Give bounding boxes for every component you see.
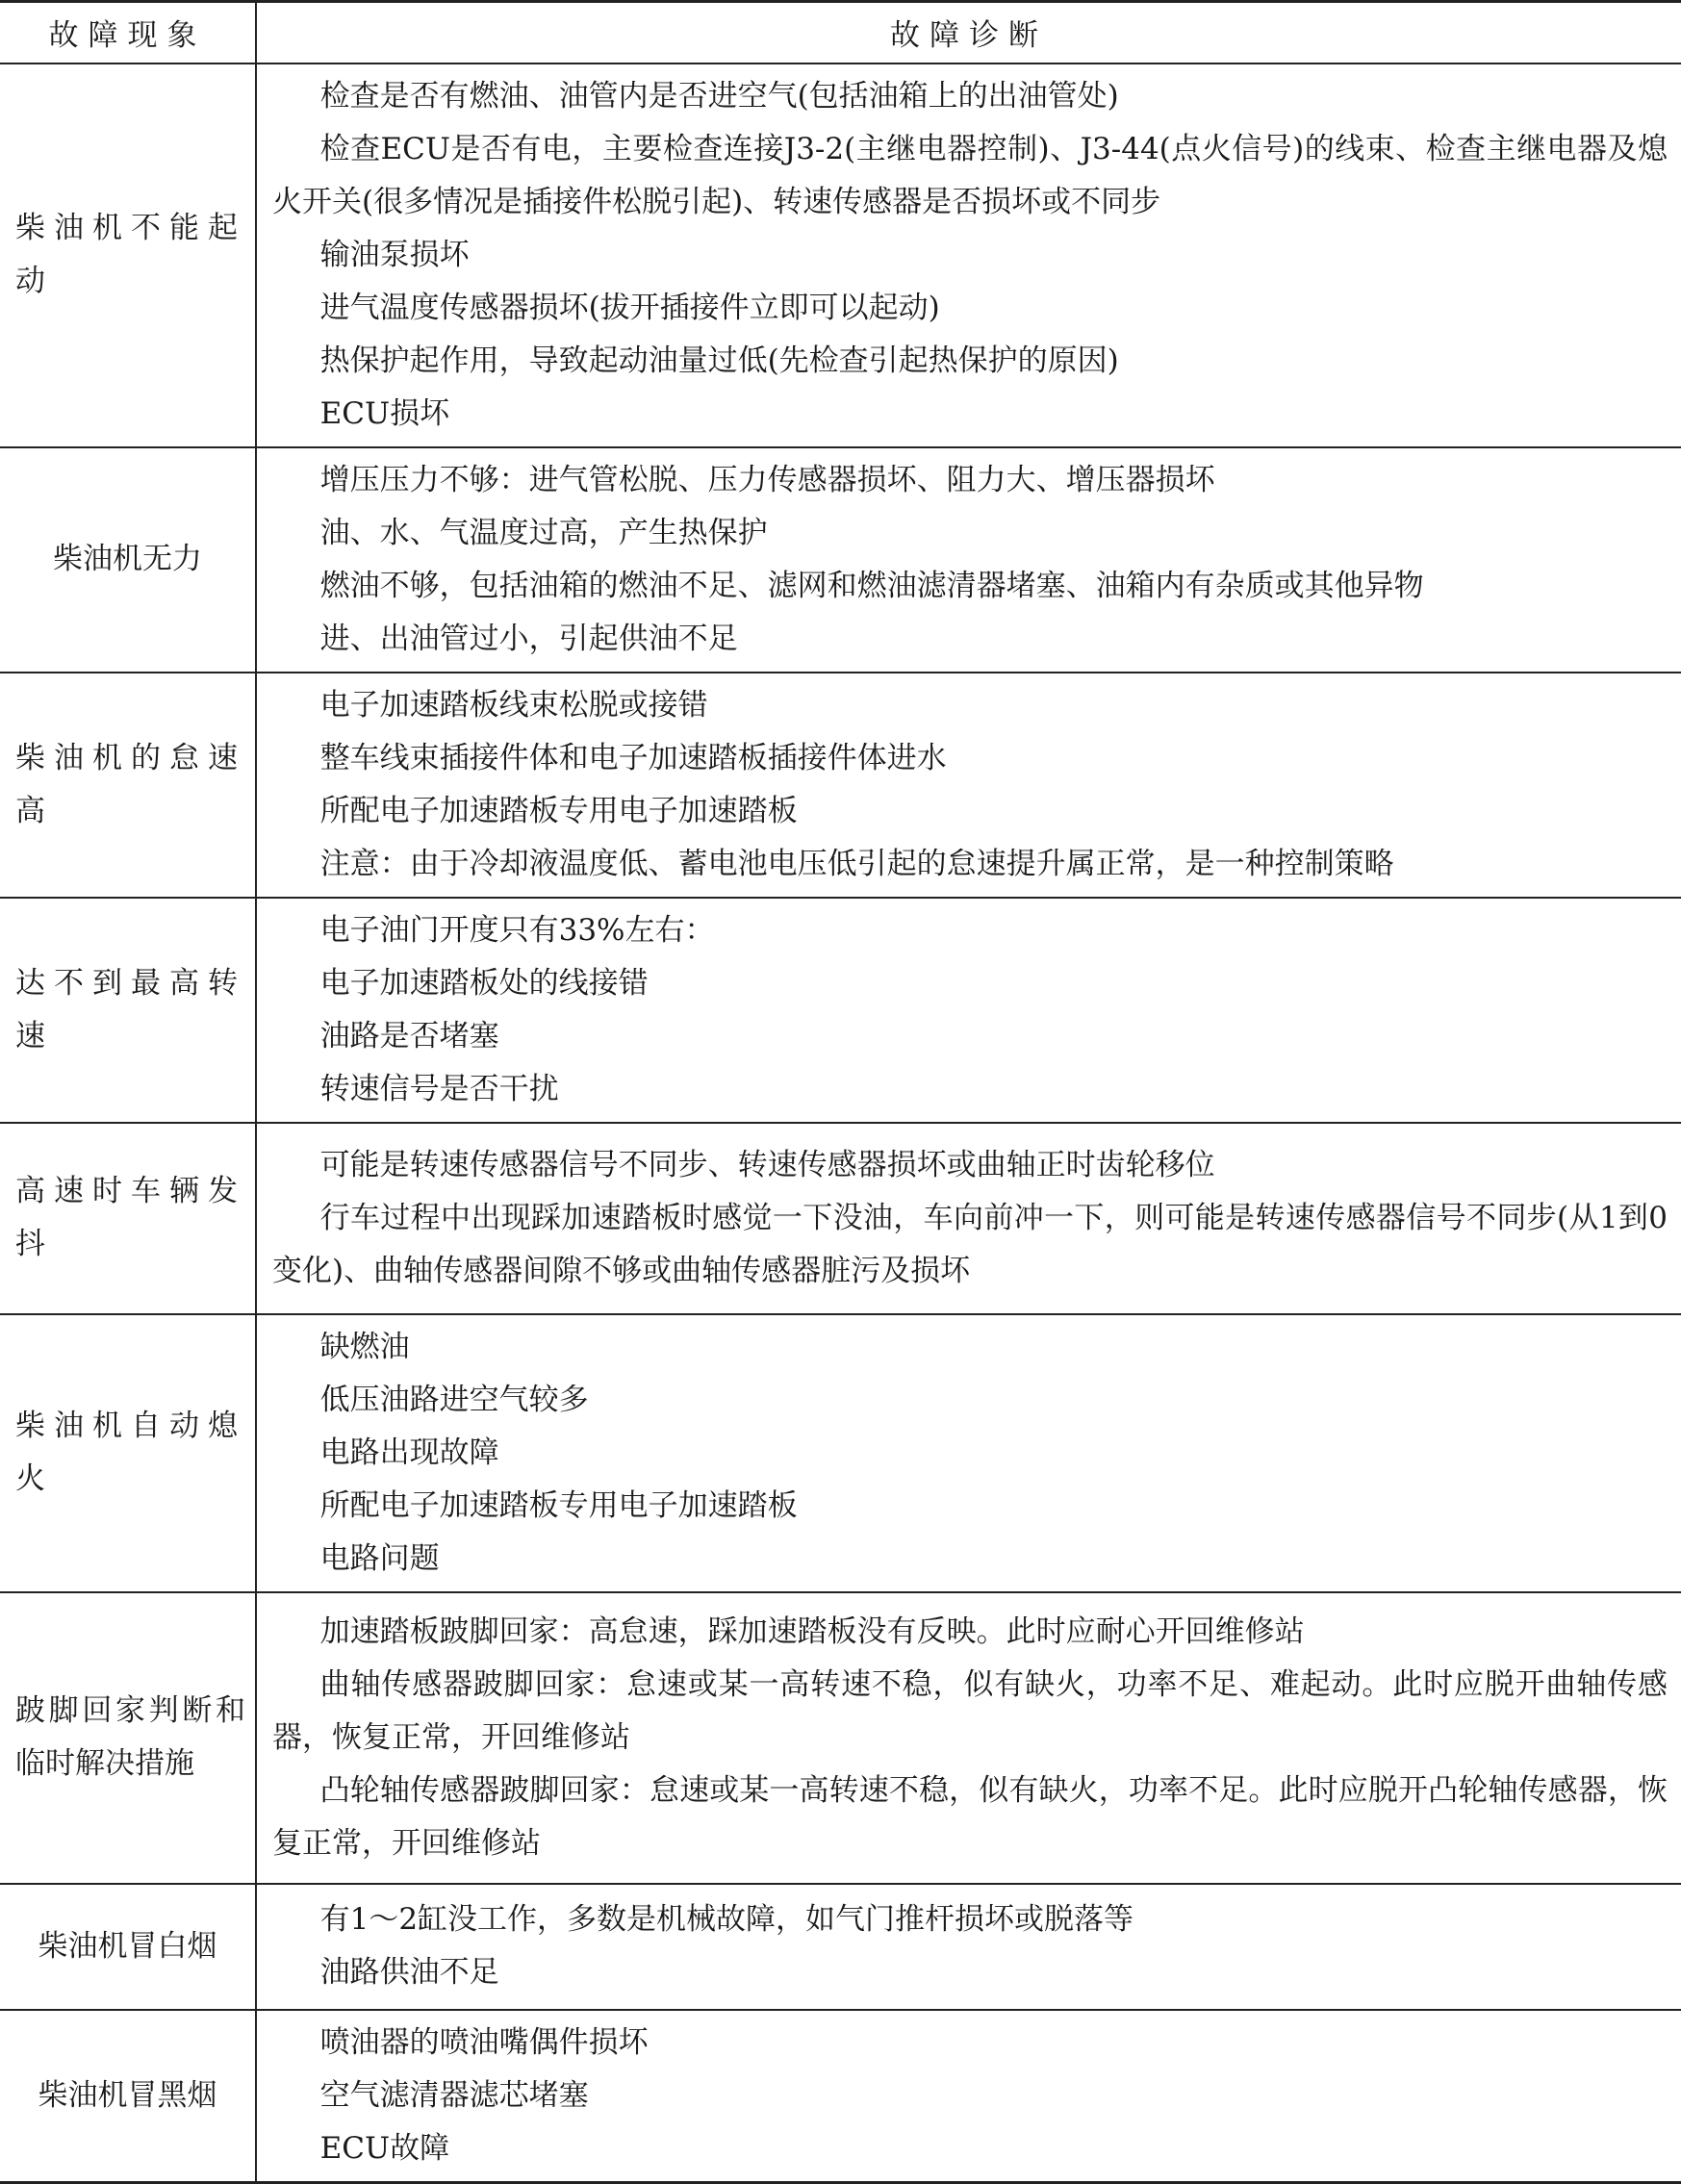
diagnosis-item: 电子加速踏板线束松脱或接错 bbox=[319, 687, 708, 723]
diagnosis-item: 油路是否堵塞 bbox=[319, 1018, 499, 1054]
diagnosis-item: 燃油不够，包括油箱的燃油不足、滤网和燃油滤清器堵塞、油箱内有杂质或其他异物 bbox=[319, 568, 1424, 603]
symptom-cell bbox=[0, 1592, 256, 1884]
diagnosis-item: 凸轮轴传感器跛脚回家：怠速或某一高转速不稳，似有缺火，功率不足。此时应脱开凸轮轴传感器，恢复正常，开回维修站 bbox=[272, 1772, 1668, 1861]
symptom-cell bbox=[0, 447, 256, 673]
symptom-cell bbox=[0, 898, 256, 1123]
diagnosis-item: 行车过程中出现踩加速踏板时感觉一下没油，车向前冲一下，则可能是转速传感器信号不同步(从1到0变化)、曲轴传感器间隙不够或曲轴传感器脏污及损坏 bbox=[272, 1200, 1668, 1288]
diagnosis-cell bbox=[256, 1123, 1681, 1314]
symptom-cell bbox=[0, 673, 256, 898]
diagnosis-item: 进、出油管过小，引起供油不足 bbox=[319, 621, 738, 656]
diagnosis-list bbox=[257, 673, 1681, 897]
diagnosis-item: 电子油门开度只有33%左右： bbox=[319, 912, 715, 948]
diagnosis-item: 电子加速踏板处的线接错 bbox=[319, 965, 649, 1001]
table-row bbox=[0, 447, 1681, 673]
diagnosis-list bbox=[257, 64, 1681, 446]
diagnosis-item: 低压油路进空气较多 bbox=[319, 1382, 589, 1417]
diagnosis-item: 所配电子加速踏板专用电子加速踏板 bbox=[319, 1487, 798, 1523]
diagnosis-item: 转速信号是否干扰 bbox=[319, 1071, 559, 1106]
table-row bbox=[0, 2010, 1681, 2183]
diagnosis-item: 加速踏板跛脚回家：高怠速，踩加速踏板没有反映。此时应耐心开回维修站 bbox=[319, 1613, 1305, 1649]
diagnosis-item: 增压压力不够：进气管松脱、压力传感器损坏、阻力大、增压器损坏 bbox=[319, 462, 1215, 497]
diagnosis-item: 所配电子加速踏板专用电子加速踏板 bbox=[319, 793, 798, 828]
diagnosis-cell bbox=[256, 1314, 1681, 1592]
diagnosis-list bbox=[257, 2011, 1681, 2181]
diagnosis-list bbox=[257, 1315, 1681, 1591]
symptom-text: 柴油机的怠速高 bbox=[15, 740, 245, 828]
symptom-cell bbox=[0, 1884, 256, 2010]
symptom-cell bbox=[0, 2010, 256, 2183]
table-header-row bbox=[0, 2, 1681, 63]
diagnosis-item: 喷油器的喷油嘴偶件损坏 bbox=[319, 2024, 649, 2060]
table-row bbox=[0, 1592, 1681, 1884]
diagnosis-item: 进气温度传感器损坏(拔开插接件立即可以起动) bbox=[319, 290, 940, 325]
header-diagnosis: 故障诊断 bbox=[890, 18, 1048, 54]
symptom-text: 达不到最高转速 bbox=[15, 965, 245, 1054]
diagnosis-cell bbox=[256, 2010, 1681, 2183]
symptom-cell bbox=[0, 1123, 256, 1314]
diagnosis-item: 缺燃油 bbox=[319, 1329, 410, 1364]
symptom-text: 柴油机冒白烟 bbox=[38, 1928, 217, 1964]
diagnosis-item: ECU故障 bbox=[319, 2130, 450, 2166]
diagnosis-item: 曲轴传感器跛脚回家：怠速或某一高转速不稳，似有缺火，功率不足、难起动。此时应脱开曲轴传感器，恢复正常，开回维修站 bbox=[272, 1666, 1668, 1755]
diagnosis-item: 油、水、气温度过高，产生热保护 bbox=[319, 515, 768, 550]
diagnosis-cell bbox=[256, 447, 1681, 673]
symptom-text: 跛脚回家判断和临时解决措施 bbox=[15, 1693, 245, 1781]
table-row bbox=[0, 1123, 1681, 1314]
table-row bbox=[0, 673, 1681, 898]
symptom-text: 柴油机冒黑烟 bbox=[38, 2077, 217, 2113]
diagnosis-cell bbox=[256, 63, 1681, 447]
symptom-text: 柴油机自动熄火 bbox=[15, 1409, 245, 1496]
table-row bbox=[0, 898, 1681, 1123]
diagnosis-list bbox=[257, 899, 1681, 1122]
diagnosis-item: 检查是否有燃油、油管内是否进空气(包括油箱上的出油管处) bbox=[319, 78, 1119, 114]
diagnosis-item: 热保护起作用，导致起动油量过低(先检查引起热保护的原因) bbox=[319, 343, 1119, 378]
symptom-cell bbox=[0, 63, 256, 447]
table-row bbox=[0, 63, 1681, 447]
diagnosis-item: 油路供油不足 bbox=[319, 1955, 499, 1990]
diagnosis-item: 电路出现故障 bbox=[319, 1435, 499, 1470]
diagnosis-item: 空气滤清器滤芯堵塞 bbox=[319, 2077, 589, 2113]
diagnosis-item: 输油泵损坏 bbox=[319, 237, 470, 272]
header-symptom: 故障现象 bbox=[0, 2, 256, 63]
symptom-text: 柴油机无力 bbox=[53, 542, 202, 576]
diagnosis-item: 电路问题 bbox=[319, 1540, 440, 1576]
diagnosis-list bbox=[257, 1133, 1681, 1304]
diagnosis-cell bbox=[256, 1592, 1681, 1884]
diagnosis-list bbox=[257, 1888, 1681, 2005]
symptom-cell bbox=[0, 1314, 256, 1592]
diagnosis-item: 整车线束插接件体和电子加速踏板插接件体进水 bbox=[319, 740, 947, 775]
diagnosis-item: ECU损坏 bbox=[319, 395, 450, 431]
diagnosis-list bbox=[257, 1600, 1681, 1876]
diagnosis-list bbox=[257, 448, 1681, 672]
table-row bbox=[0, 1884, 1681, 2010]
table-row bbox=[0, 1314, 1681, 1592]
diagnosis-cell bbox=[256, 898, 1681, 1123]
symptom-text: 柴油机不能起动 bbox=[15, 211, 245, 298]
diagnosis-cell bbox=[256, 1884, 1681, 2010]
symptom-text: 高速时车辆发抖 bbox=[15, 1174, 245, 1261]
diagnosis-cell bbox=[256, 673, 1681, 898]
diagnosis-item: 检查ECU是否有电，主要检查连接J3-2(主继电器控制)、J3-44(点火信号)的线束、检查主继电器及熄火开关(很多情况是插接件松脱引起)、转速传感器是否损坏或不同步 bbox=[272, 131, 1668, 219]
diagnosis-item: 注意：由于冷却液温度低、蓄电池电压低引起的怠速提升属正常，是一种控制策略 bbox=[319, 846, 1394, 881]
diagnosis-item: 有1～2缸没工作，多数是机械故障，如气门推杆损坏或脱落等 bbox=[319, 1902, 1134, 1937]
diagnosis-item: 可能是转速传感器信号不同步、转速传感器损坏或曲轴正时齿轮移位 bbox=[319, 1147, 1215, 1182]
